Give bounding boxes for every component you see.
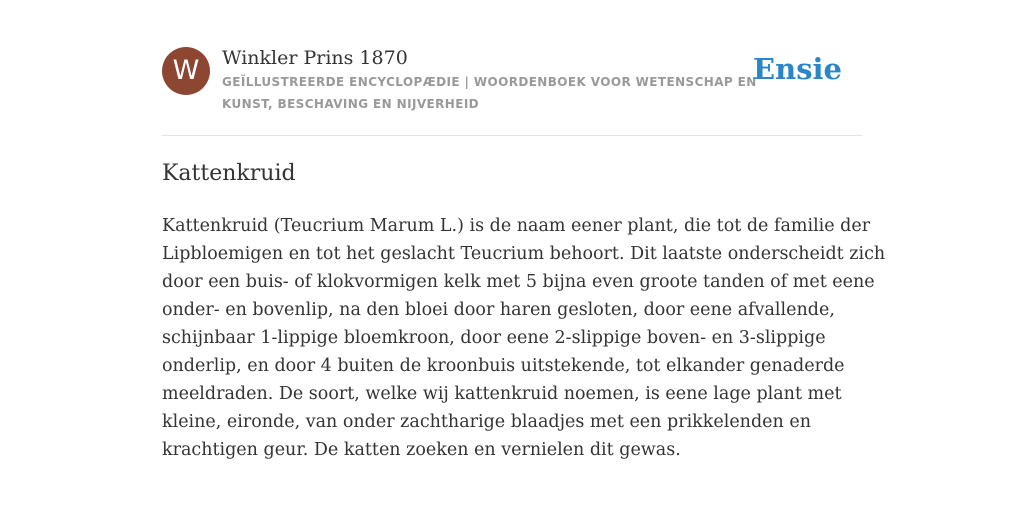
article-body xyxy=(162,212,886,464)
ensie-logo[interactable]: Ensie xyxy=(753,52,842,86)
source-subtitle xyxy=(222,71,762,115)
article-body-line: meeldraden. De soort, welke wij kattenkruid noemen, is eene lage plant met xyxy=(162,384,842,404)
article-body-line: schijnbaar 1-lippige bloemkroon, door eene 2-slippige boven- en 3-slippige xyxy=(162,328,826,348)
source-title[interactable]: Winkler Prins 1870 xyxy=(222,47,408,69)
article-body-line: kleine, eironde, van onder zachtharige blaadjes met een prikkelenden en xyxy=(162,412,811,432)
article-body-line: onder- en bovenlip, na den bloei door haren gesloten, door eene afvallende, xyxy=(162,300,835,320)
source-header xyxy=(162,46,862,116)
article-body-line: onderlip, en door 4 buiten de kroonbuis uitstekende, tot elkander genaderde xyxy=(162,356,845,376)
page-container xyxy=(162,0,886,512)
article-title: Kattenkruid xyxy=(162,161,296,186)
source-subtitle-line-2: KUNST, BESCHAVING EN NIJVERHEID xyxy=(222,97,480,111)
article-body-line: krachtigen geur. De katten zoeken en vernielen dit gewas. xyxy=(162,440,681,460)
article-body-line: door een buis- of klokvormigen kelk met 5 bijna even groote tanden of met eene xyxy=(162,272,875,292)
source-subtitle-line-1: GEÏLLUSTREERDE ENCYCLOPÆDIE | WOORDENBOEK VOOR WETENSCHAP EN xyxy=(222,75,757,89)
header-divider xyxy=(162,135,862,136)
article-body-line: Kattenkruid (Teucrium Marum L.) is de naam eener plant, die tot de familie der xyxy=(162,216,871,236)
article-body-line: Lipbloemigen en tot het geslacht Teucrium behoort. Dit laatste onderscheidt zich xyxy=(162,244,886,264)
source-avatar[interactable]: W xyxy=(162,47,210,95)
